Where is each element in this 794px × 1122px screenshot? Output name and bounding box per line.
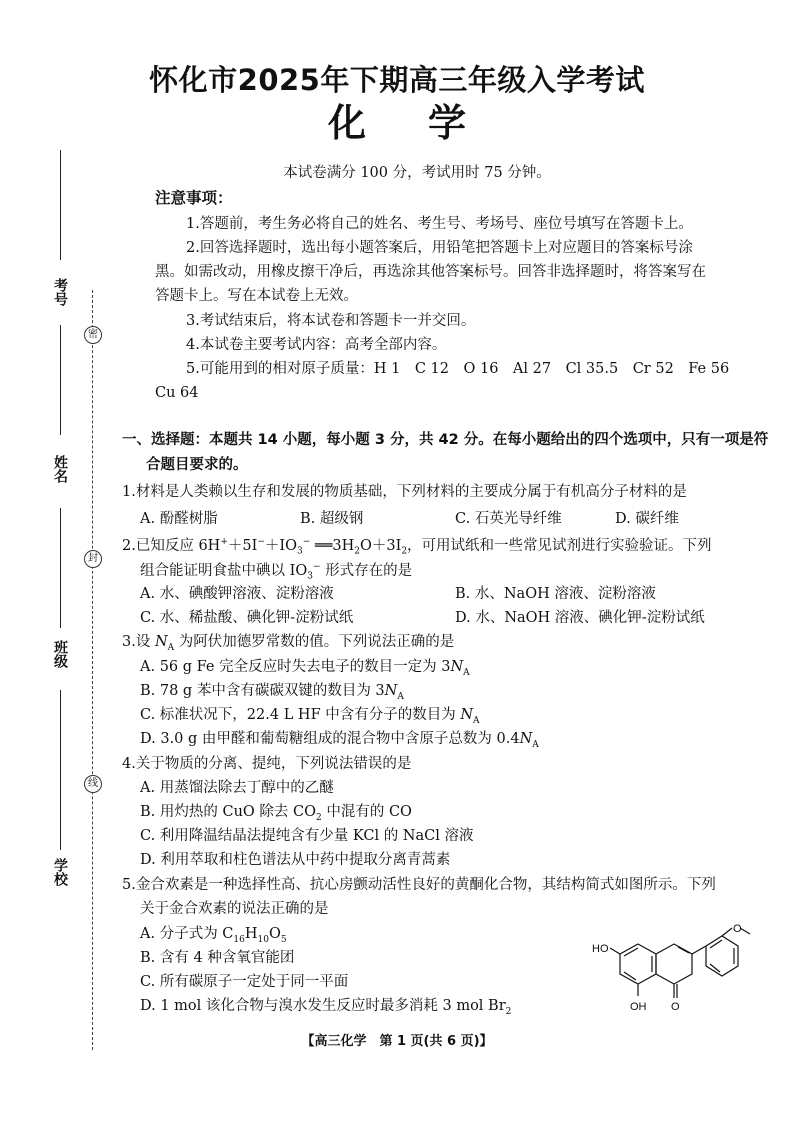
seal-mark-xian: 线 — [84, 775, 102, 793]
q4-option-d: D. 利用萃取和柱色谱法从中药中提取分离青蒿素 — [140, 852, 451, 868]
q1-option-a: A. 酚醛树脂 — [140, 511, 218, 527]
note-2-end: 答题卡上。写在本试卷上无效。 — [155, 288, 358, 304]
label-name: 姓名 — [52, 455, 68, 483]
q2-option-a: A. 水、碘酸钾溶液、淀粉溶液 — [140, 586, 334, 602]
q3-option-d: D. 3.0 g 由甲醛和葡萄糖组成的混合物中含原子总数为 $0.4N_A$ — [140, 731, 539, 750]
fill-line-name — [60, 325, 61, 435]
note-4: 4.本试卷主要考试内容：高考全部内容。 — [186, 337, 447, 353]
note-1: 1.答题前，考生务必将自己的姓名、考生号、考场号、座位号填写在答题卡上。 — [186, 216, 693, 232]
q2-option-b: B. 水、NaOH 溶液、淀粉溶液 — [455, 586, 656, 602]
note-3: 3.考试结束后，将本试卷和答题卡一并交回。 — [186, 313, 476, 329]
seal-mark-feng: 封 — [84, 550, 102, 568]
section-heading: 一、选择题：本题共 14 小题，每小题 3 分，共 42 分。在每小题给出的四个选项中，只有一项是符 — [122, 432, 769, 448]
q3-stem: 3.设 $N_A$ 为阿伏加德罗常数的值。下列说法正确的是 — [122, 634, 455, 653]
q1-option-d: D. 碳纤维 — [615, 511, 679, 527]
q1-stem: 1.材料是人类赖以生存和发展的物质基础，下列材料的主要成分属于有机高分子材料的是 — [122, 484, 687, 500]
q2-option-d: D. 水、NaOH 溶液、碘化钾-淀粉试纸 — [455, 610, 705, 626]
section-heading-cont: 合题目要求的。 — [146, 457, 248, 473]
q2-stem: 2.已知反应 $6H^++5I^-+IO_3^-$ $══3H_2O+3I_2$，可用试纸和一些常见试剂进行实验验证。下列 — [122, 537, 712, 557]
q2-stem-cont: 组合能证明食盐中碘以 $IO_3^-$ 形式存在的是 — [140, 562, 413, 582]
carbonyl-o-label: O — [671, 1001, 680, 1013]
oh-label-bottom: OH — [630, 1001, 647, 1013]
q5-option-b: B. 含有 4 种含氧官能团 — [140, 950, 295, 966]
ho-label-top: HO — [592, 943, 609, 955]
note-2: 2.回答选择题时，选出每小题答案后，用铅笔把答题卡上对应题目的答案标号涂 — [186, 240, 693, 256]
ring-a — [620, 944, 656, 984]
q1-option-b: B. 超级钢 — [300, 511, 364, 527]
ring-b — [706, 936, 738, 976]
label-exam-number: 考号 — [52, 278, 68, 306]
q3-option-c: C. 标准状况下，22.4 L HF 中含有分子的数目为 $N_A$ — [140, 707, 480, 726]
ring-c — [656, 944, 692, 984]
q1-option-c: C. 石英光导纤维 — [455, 511, 562, 527]
note-5: 5.可能用到的相对原子质量：H 1 C 12 O 16 Al 27 Cl 35.5 Cr 52 Fe 56 — [186, 361, 730, 377]
exam-summary: 本试卷满分 100 分，考试用时 75 分钟。 — [283, 165, 551, 181]
note-2-cont: 黑。如需改动，用橡皮擦干净后，再选涂其他答案标号。回答非选择题时，将答案写在 — [155, 264, 706, 280]
page-footer: 【高三化学 第 1 页(共 6 页)】 — [301, 1034, 493, 1049]
fill-line-class — [60, 508, 61, 628]
label-school: 学校 — [52, 858, 68, 886]
methoxy-o-label: O — [733, 923, 742, 935]
q5-stem: 5.金合欢素是一种选择性高、抗心房颤动活性良好的黄酮化合物，其结构简式如图所示。下列 — [122, 877, 716, 893]
q5-stem-cont: 关于金合欢素的说法正确的是 — [140, 901, 329, 917]
exam-title: 怀化市2025年下期高三年级入学考试 — [149, 63, 645, 97]
seal-mark-mi: 密 — [84, 326, 102, 344]
note-5-cont: Cu 64 — [155, 385, 199, 401]
q2-option-c: C. 水、稀盐酸、碘化钾-淀粉试纸 — [140, 610, 354, 626]
label-class: 班级 — [52, 640, 68, 668]
q4-option-b: B. 用灼热的 CuO 除去 $CO_2$ 中混有的 CO — [140, 804, 412, 823]
q3-option-a: A. 56 g Fe 完全反应时失去电子的数目一定为 $3N_A$ — [140, 659, 470, 678]
subject-title: 化学 — [327, 101, 528, 145]
acacetin-structure — [590, 922, 770, 1022]
fill-line-school — [60, 690, 61, 850]
q5-option-a: A. 分子式为 $C_{16}H_{10}O_5$ — [140, 926, 287, 945]
notice-heading: 注意事项： — [155, 189, 233, 207]
seal-dashed-line — [92, 290, 93, 1050]
q3-option-b: B. 78 g 苯中含有碳碳双键的数目为 $3N_A$ — [140, 683, 404, 702]
q4-option-a: A. 用蒸馏法除去丁醇中的乙醚 — [140, 780, 334, 796]
q5-option-d: D. 1 mol 该化合物与溴水发生反应时最多消耗 3 mol $Br_2$ — [140, 998, 512, 1017]
q5-option-c: C. 所有碳原子一定处于同一平面 — [140, 974, 349, 990]
q4-option-c: C. 利用降温结晶法提纯含有少量 KCl 的 NaCl 溶液 — [140, 828, 474, 844]
q4-stem: 4.关于物质的分离、提纯，下列说法错误的是 — [122, 756, 412, 772]
